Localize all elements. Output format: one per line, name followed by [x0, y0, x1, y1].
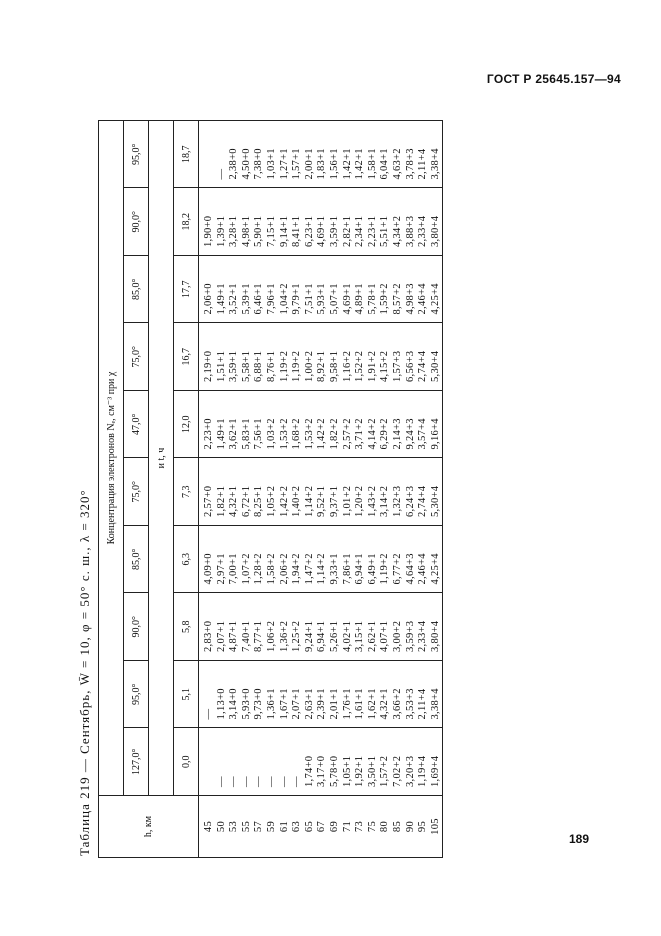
value-cell: 3,20+3 [404, 755, 416, 787]
value-cell: 1,57+1 [291, 148, 303, 180]
value-cell: 1,42+1 [354, 148, 366, 180]
value-cell: 4,25+4 [429, 283, 441, 315]
value-cell: 5,30+4 [429, 350, 441, 382]
value-cell: 1,32+3 [391, 485, 403, 517]
value-cell: 6,77+2 [391, 553, 403, 585]
value-cell: — [215, 168, 227, 180]
time-header-7: 17,7 [174, 256, 199, 324]
h-value: 55 [240, 820, 252, 833]
value-cell: 1,04+2 [278, 283, 290, 315]
value-cell: 9,73+0 [253, 688, 265, 720]
value-cell: 2,57+2 [341, 418, 353, 450]
value-cell: 4,87+1 [228, 620, 240, 652]
chi-header-row [124, 121, 149, 858]
value-cell: 1,03+2 [265, 418, 277, 450]
value-cell: 6,29+2 [379, 418, 391, 450]
value-cell: 2,19+0 [203, 350, 214, 382]
chi-header-9: 95,0° [124, 121, 149, 189]
time-header-row [174, 121, 199, 858]
time-header-5: 12,0 [174, 391, 199, 459]
value-cell: — [203, 708, 214, 720]
value-cell: 5,26+1 [328, 620, 340, 652]
value-cell: 4,07+1 [379, 620, 391, 652]
value-cell: 1,14+2 [303, 485, 315, 517]
value-cell: 1,36+2 [278, 620, 290, 652]
value-cell: 2,82+1 [341, 215, 353, 247]
value-cell: 2,57+0 [203, 485, 214, 517]
value-cell: 4,64+3 [404, 553, 416, 585]
value-cell: 1,49+1 [215, 283, 227, 315]
value-cell: — [228, 776, 240, 787]
value-cell: 2,46+4 [417, 553, 429, 585]
value-cell: 1,53+2 [303, 418, 315, 450]
chi-header-4: 75,0° [124, 458, 149, 526]
value-list [203, 189, 442, 256]
value-cell: 1,47+2 [303, 553, 315, 585]
value-cell: 8,77+1 [253, 620, 265, 652]
value-cell: 4,09+0 [203, 553, 214, 585]
value-column-1 [199, 661, 443, 729]
value-cell: 3,50+1 [366, 755, 378, 787]
page-number: 189 [568, 832, 589, 846]
value-cell: 1,19+2 [278, 350, 290, 382]
value-cell: 1,58+2 [265, 553, 277, 585]
value-cell: 1,42+1 [341, 148, 353, 180]
value-list [203, 729, 442, 796]
value-cell: 5,83+1 [240, 418, 252, 450]
value-cell: 2,63+1 [303, 688, 315, 720]
h-values-cell [199, 796, 443, 858]
value-cell: 2,23+0 [203, 418, 214, 450]
value-cell: 1,58+1 [366, 148, 378, 180]
h-value: 45 [203, 820, 214, 833]
value-cell: 4,32+1 [379, 688, 391, 720]
value-cell: 2,34+1 [354, 215, 366, 247]
value-column-5 [199, 391, 443, 459]
value-cell: 3,59+3 [404, 620, 416, 652]
value-list [203, 324, 442, 391]
h-value: 90 [404, 820, 416, 833]
value-cell: 3,38+4 [429, 148, 441, 180]
value-cell: 1,74+0 [303, 755, 315, 787]
value-cell: 4,25+4 [429, 553, 441, 585]
value-cell: 9,58+1 [328, 350, 340, 382]
value-cell: 1,42+2 [278, 485, 290, 517]
blank-cell [203, 729, 216, 796]
value-cell: 1,43+2 [366, 485, 378, 517]
value-cell: 1,07+2 [240, 553, 252, 585]
h-value: 85 [391, 820, 403, 833]
time-header-6: 16,7 [174, 323, 199, 391]
value-cell: 5,78+1 [366, 283, 378, 315]
time-header-2: 5,8 [174, 593, 199, 661]
value-cell: 1,92+1 [354, 755, 366, 787]
value-cell: 4,89+1 [354, 283, 366, 315]
h-value: 95 [417, 820, 429, 833]
value-cell: 4,50+0 [240, 148, 252, 180]
table-caption: Таблица 219 — Сентябрь, W̄ = 10, φ = 50° с. ш., λ = 320° [77, 489, 92, 856]
value-cell: 4,69+1 [316, 215, 328, 247]
value-cell: 1,16+2 [341, 350, 353, 382]
value-cell: 6,56+3 [404, 350, 416, 382]
value-cell: 8,57+2 [391, 283, 403, 315]
value-cell: 2,01+1 [328, 688, 340, 720]
value-cell: 1,94+2 [291, 553, 303, 585]
value-cell: 5,39+1 [240, 283, 252, 315]
h-value: 105 [429, 818, 441, 835]
value-cell: 3,59+1 [328, 215, 340, 247]
h-value: 57 [253, 820, 265, 833]
h-value: 69 [328, 820, 340, 833]
value-cell: 3,14+0 [228, 688, 240, 720]
value-cell: 1,49+1 [215, 418, 227, 450]
value-cell: 7,00+1 [228, 553, 240, 585]
value-cell: 4,98+1 [240, 215, 252, 247]
value-cell: 4,69+1 [341, 283, 353, 315]
chi-header-0: 127,0° [124, 728, 149, 796]
value-cell: — [278, 776, 290, 787]
value-cell: 4,98+3 [404, 283, 416, 315]
value-cell: 1,14+2 [316, 553, 328, 585]
value-cell: — [253, 776, 265, 787]
value-cell: 2,06+0 [203, 283, 214, 315]
value-cell: 1,05+2 [265, 485, 277, 517]
value-cell: 1,53+2 [278, 418, 290, 450]
value-list [203, 391, 442, 458]
value-cell: 8,25+1 [253, 485, 265, 517]
table-row [199, 121, 443, 858]
value-cell: 5,58+1 [240, 350, 252, 382]
value-cell: 6,46+1 [253, 283, 265, 315]
value-cell: 1,13+0 [215, 688, 227, 720]
value-cell: 1,03+1 [265, 148, 277, 180]
value-cell: 9,24+3 [404, 418, 416, 450]
value-cell: 6,23+1 [303, 215, 315, 247]
time-header-8: 18,2 [174, 188, 199, 256]
value-cell: 1,67+1 [278, 688, 290, 720]
value-cell: 1,57+3 [391, 350, 403, 382]
value-cell: 1,42+2 [316, 418, 328, 450]
value-cell: 9,52+1 [316, 485, 328, 517]
value-cell: 7,40+1 [240, 620, 252, 652]
value-cell: 9,24+1 [303, 620, 315, 652]
value-column-7 [199, 256, 443, 324]
value-cell: 7,38+0 [253, 148, 265, 180]
value-cell: 2,33+4 [417, 215, 429, 247]
value-cell: 1,76+1 [341, 688, 353, 720]
value-cell: 6,88+1 [253, 350, 265, 382]
value-cell: 2,74+4 [417, 485, 429, 517]
value-cell: 1,82+1 [215, 485, 227, 517]
time-header-1: 5,1 [174, 661, 199, 729]
value-cell: 1,20+2 [354, 485, 366, 517]
value-cell: 3,17+0 [316, 755, 328, 787]
rotated-table-region [72, 118, 502, 858]
chi-header-5: 47,0° [124, 391, 149, 459]
h-value: 75 [366, 820, 378, 833]
value-cell: 2,83+0 [203, 620, 214, 652]
h-value: 63 [291, 820, 303, 833]
value-column-6 [199, 323, 443, 391]
chi-header-3: 85,0° [124, 526, 149, 594]
value-cell: 1,27+1 [278, 148, 290, 180]
value-cell: 1,36+1 [265, 688, 277, 720]
value-cell: 5,51+1 [379, 215, 391, 247]
time-header-3: 6,3 [174, 526, 199, 594]
value-cell: 9,16+4 [429, 418, 441, 450]
value-cell: 1,39+1 [215, 215, 227, 247]
value-column-3 [199, 526, 443, 594]
value-cell: — [240, 776, 252, 787]
value-cell: 2,39+1 [316, 688, 328, 720]
value-cell: 6,72+1 [240, 485, 252, 517]
value-cell: 1,06+2 [265, 620, 277, 652]
value-cell: 5,93+1 [316, 283, 328, 315]
value-cell: 2,38+0 [228, 148, 240, 180]
value-cell: 7,86+1 [341, 553, 353, 585]
value-cell: 9,33+1 [328, 553, 340, 585]
value-cell: 5,78+0 [328, 755, 340, 787]
value-cell: 7,15+1 [265, 215, 277, 247]
value-list [203, 526, 442, 593]
value-cell: 1,19+2 [379, 553, 391, 585]
value-list [203, 256, 442, 323]
value-cell: 3,53+3 [404, 688, 416, 720]
value-cell: 3,38+4 [429, 688, 441, 720]
value-cell: 3,28+1 [228, 215, 240, 247]
value-cell: 1,40+2 [291, 485, 303, 517]
value-cell: 1,57+2 [379, 755, 391, 787]
value-cell: 3,57+4 [417, 418, 429, 450]
value-cell: 6,94+1 [354, 553, 366, 585]
value-cell: 2,97+1 [215, 553, 227, 585]
value-column-4 [199, 458, 443, 526]
value-cell: 6,24+3 [404, 485, 416, 517]
value-cell: 4,15+2 [379, 350, 391, 382]
time-header-0: 0,0 [174, 728, 199, 796]
h-column-header: h, км [99, 796, 199, 858]
h-value: 65 [303, 820, 315, 833]
value-cell: 2,62+1 [366, 620, 378, 652]
value-cell: — [265, 776, 277, 787]
value-cell: 1,59+2 [379, 283, 391, 315]
value-cell: 6,94+1 [316, 620, 328, 652]
value-cell: 2,33+4 [417, 620, 429, 652]
value-cell: 1,62+1 [366, 688, 378, 720]
value-cell: 7,02+2 [391, 755, 403, 787]
value-cell: 1,82+2 [328, 418, 340, 450]
value-list [203, 459, 442, 526]
value-cell: 3,62+1 [228, 418, 240, 450]
value-cell: 3,00+2 [391, 620, 403, 652]
time-header-4: 7,3 [174, 458, 199, 526]
h-values-list [203, 796, 442, 857]
value-cell: 2,23+1 [366, 215, 378, 247]
chi-header-2: 90,0° [124, 593, 149, 661]
value-cell: 6,49+1 [366, 553, 378, 585]
value-cell: 2,74+4 [417, 350, 429, 382]
value-cell: 1,69+4 [429, 755, 441, 787]
value-cell: 1,28+2 [253, 553, 265, 585]
value-cell: 2,11+4 [417, 148, 429, 180]
h-value: 80 [379, 820, 391, 833]
value-cell: 1,01+2 [341, 485, 353, 517]
value-cell: 1,90+0 [203, 215, 214, 247]
value-cell: 2,07+1 [291, 688, 303, 720]
value-column-9 [199, 121, 443, 189]
chi-header-1: 95,0° [124, 661, 149, 729]
data-table [98, 120, 443, 858]
value-cell: 3,15+1 [354, 620, 366, 652]
value-cell: 1,91+2 [366, 350, 378, 382]
value-cell: 3,14+2 [379, 485, 391, 517]
value-cell: 7,51+1 [303, 283, 315, 315]
value-cell: 2,11+4 [417, 688, 429, 720]
value-cell: 1,00+2 [303, 350, 315, 382]
value-column-8 [199, 188, 443, 256]
value-cell: 9,14+1 [278, 215, 290, 247]
chi-header-7: 85,0° [124, 256, 149, 324]
value-cell: 7,96+1 [265, 283, 277, 315]
group-header: Концентрация электронов Nₑ, см⁻³ при χ [99, 121, 124, 796]
value-cell: 3,78+3 [404, 148, 416, 180]
time-header: и t, ч [149, 121, 174, 796]
value-cell: 3,71+2 [354, 418, 366, 450]
h-value: 73 [354, 820, 366, 833]
value-column-0 [199, 728, 443, 796]
value-cell: 4,02+1 [341, 620, 353, 652]
document-header: ГОСТ Р 25645.157—94 [486, 72, 621, 86]
value-cell: 4,14+2 [366, 418, 378, 450]
value-list [203, 661, 442, 728]
value-cell: 3,88+3 [404, 215, 416, 247]
h-value: 61 [278, 820, 290, 833]
value-cell: 2,46+4 [417, 283, 429, 315]
value-cell: 5,07+1 [328, 283, 340, 315]
value-list [203, 121, 442, 188]
value-cell: 8,92+1 [316, 350, 328, 382]
value-cell: 1,19+4 [417, 755, 429, 787]
value-cell: 3,80+4 [429, 620, 441, 652]
value-cell: 5,30+4 [429, 485, 441, 517]
value-cell: 1,05+1 [341, 755, 353, 787]
value-cell: 2,14+3 [391, 418, 403, 450]
value-cell: 4,32+1 [228, 485, 240, 517]
value-cell: 9,37+1 [328, 485, 340, 517]
value-cell: 2,06+2 [278, 553, 290, 585]
value-cell: 8,76+1 [265, 350, 277, 382]
value-cell: 3,52+1 [228, 283, 240, 315]
value-cell: 1,61+1 [354, 688, 366, 720]
value-cell: 9,79+1 [291, 283, 303, 315]
h-value: 67 [316, 820, 328, 833]
value-cell: 3,59+1 [228, 350, 240, 382]
value-cell: 8,41+1 [291, 215, 303, 247]
value-cell: 1,83+1 [316, 148, 328, 180]
time-header-9: 18,7 [174, 121, 199, 189]
value-cell: 1,51+1 [215, 350, 227, 382]
value-cell: 4,34+2 [391, 215, 403, 247]
value-cell: 6,04+1 [379, 148, 391, 180]
value-cell: 1,19+2 [291, 350, 303, 382]
value-cell: 2,00+1 [303, 148, 315, 180]
value-column-2 [199, 593, 443, 661]
value-cell: 1,52+2 [354, 350, 366, 382]
h-value: 71 [341, 820, 353, 833]
value-cell: — [215, 776, 227, 787]
chi-header-6: 75,0° [124, 323, 149, 391]
value-cell: 5,93+0 [240, 688, 252, 720]
value-cell: — [291, 776, 303, 787]
blank-cell [203, 121, 216, 188]
value-cell: 1,25+2 [291, 620, 303, 652]
h-value: 59 [265, 820, 277, 833]
value-cell: 3,80+4 [429, 215, 441, 247]
value-cell: 5,90+1 [253, 215, 265, 247]
value-cell: 4,63+2 [391, 148, 403, 180]
value-cell: 3,66+2 [391, 688, 403, 720]
value-cell: 1,68+2 [291, 418, 303, 450]
value-list [203, 594, 442, 661]
h-value: 50 [215, 820, 227, 833]
h-value: 53 [228, 820, 240, 833]
value-cell: 2,07+1 [215, 620, 227, 652]
value-cell: 7,56+1 [253, 418, 265, 450]
chi-header-8: 90,0° [124, 188, 149, 256]
value-cell: 1,56+1 [328, 148, 340, 180]
